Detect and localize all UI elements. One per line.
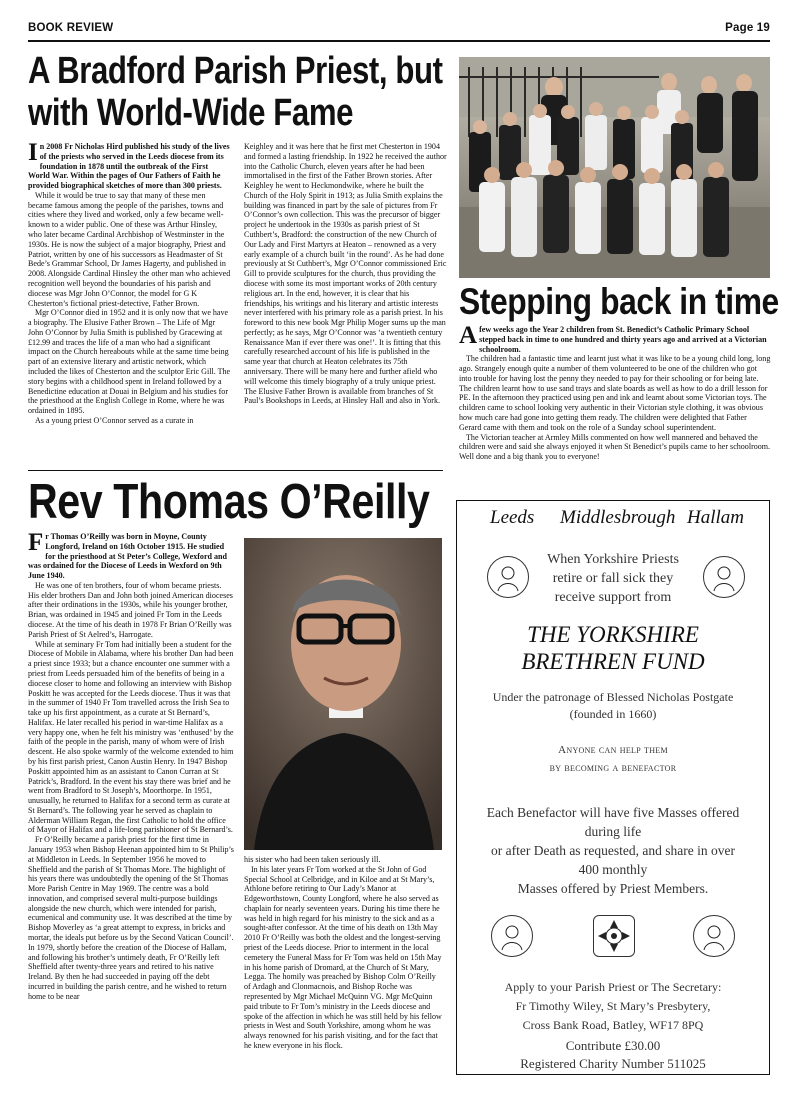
benefit-line: 400 monthly	[578, 862, 648, 877]
article-paragraph: As a young priest O’Connor served as a curate in	[35, 415, 194, 425]
section-rule	[28, 470, 443, 471]
article-headline	[28, 50, 443, 134]
intro-line: When Yorkshire Priests	[547, 552, 679, 567]
article-column-2	[244, 142, 447, 468]
advert-intro	[457, 550, 769, 607]
headline-line-2: with World-Wide Fame	[28, 92, 354, 134]
diocese-leeds: Leeds	[490, 507, 535, 528]
patron-line: Under the patronage of Blessed Nicholas Postgate	[492, 690, 734, 704]
portrait-medallion-icon	[491, 915, 533, 957]
schoolchildren-photo-art	[459, 57, 770, 278]
title-line: BRETHREN FUND	[521, 649, 705, 674]
article-paragraph: He was one of ten brothers, four of whom became priests. His elder brothers Dan and John both joined American dioceses after their ordinations in the 1930s, while his younger brother, Brian, was ordained in 1945 and joined Fr Tom in the Leeds diocese. At the time of his death in 1978 Fr Brian O’Reilly was Parish Priest of St Aelred’s, Harrogate.	[28, 580, 233, 639]
address-line: Apply to your Parish Priest or The Secretary:	[504, 980, 722, 994]
address-line: Fr Timothy Wiley, St Mary’s Presbytery,	[515, 999, 711, 1013]
article-column-2	[244, 855, 444, 1077]
article-paragraph: Fr O’Reilly became a parish priest for the first time in January 1953 when Bishop Heenan appointed him to St Philip’s at Middleton in Leeds. In September 1956 he moved to Sheffield and the parish of St Thomas More. The highlight of his years there was undoubtedly the opening of the St Thomas More Parish Centre in May 1969. The centre was a bold innovation, and comprised several multi-purpose buildings alongside the new church, which were intended for parish, ecumenical and community use. It was described at the time by Bishop Moverley as ‘a great attempt to express, in bricks and mortar, the ideals put before us by the Second Vatican Council’. In 1979, shortly before the creation of the Diocese of Hallam, and following his brother’s untimely death, Fr O’Reilly left Sheffield after twenty-three years and retired to his native Ireland. By then he had succeeded in paying off the debt incurred in building the parish centre, and he wished to return home to be near	[28, 835, 234, 1001]
article-body	[459, 325, 771, 477]
diocese-hallam: Hallam	[687, 507, 744, 528]
title-line: THE YORKSHIRE	[527, 622, 699, 647]
article-paragraph: Keighley and it was here that he first met Chesterton in 1904 and formed a lasting friendship. In 1922 he received the author into the Catholic Church, eleven years after he had been immortalised in the first of the Father Brown stories. After Keighley he went to Heckmondwike, where he built the Church of the Holy Spirit in 1913; as Julia Smith explains the building was financed in part by the sale of pictures from Fr O’Connor’s own collection. This was the precursor of bigger project he undertook in the 1930s as parish priest of St Cuthbert’s, Bradford: the construction of the new Church of Our Lady and First Martyrs at Heaton – renowned as a very early example of a church built ‘in the round’. As he had done previously at St Cuthbert’s, Mgr O’Connor commissioned Eric Gill to provide sculptures for the church, thus providing the diocese with some its most important works of 20th century religious art. In the end, however, it is clear that his friendships, his writings and his literary and artistic interests never interfered with his primary role as a parish priest. In his foreword to this new book Mgr Philip Moger sums up the man perfectly; as he says, Mgr O’Connor was ‘a twentieth century Renaissance Man if ever there was one!’. It is fitting that this carefully researched account of his life is published in the same year that church at Heaton celebrates its 75th anniversary. There will be many here and further afield who will welcome this timely biography of a truly unique priest. The Elusive Father Brown is available from branches of St Paul’s Bookshops in Leeds, at Hinsley Hall and also in York.	[244, 142, 447, 406]
article-lead: n 2008 Fr Nicholas Hird published his study of the lives of the priests who served in the Leeds diocese from its foundation in 1878 until the outbreak of the First World War. Within the pages of Our Fathers of Faith he provided biographical sketches of more than 300 priests.	[28, 142, 230, 191]
benefit-line: Each Benefactor will have five Masses offered	[486, 805, 740, 820]
article-lead: r Thomas O’Reilly was born in Moyne, County Longford, Ireland on 16th October 1915. He studied for the priesthood at St Peter’s College, Wexford and was ordained for the Diocese of Leeds in Wexford on 9th June 1940.	[28, 532, 227, 581]
drop-cap: F	[28, 532, 44, 556]
benefit-line: Masses offered by Priest Members.	[517, 881, 709, 896]
benefit-line: or after Death as requested, and share in over	[490, 843, 735, 858]
portrait-medallion-icon	[693, 915, 735, 957]
article-paragraph: While at seminary Fr Tom had initially been a student for the Diocese of Mobile in Alabama, where his brother Dan had been a priest since 1933; but a chance encounter one summer with a priest from Leeds persuaded him of the benefits of being in a diocese closer to home and following an interview with Bishop Poskitt he was accepted for the Leeds diocese. Thus it was that in the summer of 1940 Fr Tom travelled across the Irish Sea to take up his first appointment, as a curate at St Bernard’s, Halifax. He later recalled his period in war-time Halifax as a very happy one, when he felt his ministry was ‘enthused’ by the faith of the people in the parish, many of whom were of Irish descent. He also spoke warmly of the welcome extended to him by his first parish priest, Canon Austin Henry. In 1947 Bishop Poskitt appointed him as an assistant to Canon Curran at St Patrick’s, Bradford. In the event his stay there was brief and he went from Bradford to St Joseph’s, Moorthorpe. In 1951, unusually, he returned to Halifax for a second term as curate at St Bernard’s. The following year he served as chaplain to Alderman William Regan, the first Catholic to hold the office of Mayor of Halifax and a life-long parishioner of St Bernard’s.	[28, 639, 234, 835]
diocese-middlesbrough: Middlesbrough	[560, 507, 676, 528]
article-paragraph: his sister who had been taken seriously ill.	[244, 855, 381, 864]
article-paragraph: The Victorian teacher at Armley Mills commented on how well mannered and behaved the children were and said she always enjoyed it when St Benedict’s pupils came to her schoolroom. Well done and a big thank you to everyone!	[459, 432, 771, 462]
fund-title	[457, 621, 769, 675]
benefit-text	[457, 803, 769, 898]
schoolchildren-photo	[459, 57, 770, 278]
drop-cap: I	[28, 142, 38, 166]
section-label: BOOK REVIEW	[28, 22, 114, 34]
contribution-info	[457, 1037, 769, 1073]
intro-line: retire or fall sick they	[552, 571, 674, 586]
yorkshire-rose-icon	[593, 915, 635, 957]
article-paragraph: Mgr O’Connor died in 1952 and it is only now that we have a biography. The Elusive Father Brown – The Life of Mgr John O’Connor by Julia Smith is published by Gracewing at £12.99 and traces the life of a man who had a significant impact on the Church hereabouts while at the same time being part of an extensive literary and artistic network, which included the likes of Chesterton and the sculptor Eric Gill. The story begins with a childhood spent in Ireland followed by a Benedictine education at Douai in Belgium and his studies for the priesthood at the English College in Rome, where he was ordained in 1895.	[28, 308, 231, 416]
page-number: Page 19	[725, 22, 770, 34]
article-paragraph: The children had a fantastic time and learnt just what it was like to be a young child long, long ago. Strangely enough quite a number of them volunteered to be one of the children who got into trouble for having lost the penny they needed to pay for their schooling or for being late. The children learnt how to use sand trays and slate boards as well as how to do a drill lesson for PE. In the afternoon they practiced using pen and ink and learnt about some Victorian toys. The children came to school looking very authentic in their Victorian style clothing, it was obvious how much care had gone into getting them ready. The children were delighted that Father Gerard came with them and took on the role of a Sunday school superintendent.	[459, 354, 771, 432]
benefit-line: during life	[584, 824, 642, 839]
article-lead: few weeks ago the Year 2 children from St. Benedict’s Catholic Primary School stepped back in time to one hundred and thirty years ago and arrived at a Victorian schoolroom.	[479, 325, 767, 354]
call-to-action	[457, 741, 769, 777]
header-rule	[28, 40, 770, 42]
patronage-text	[457, 689, 769, 723]
article-headline: Rev Thomas O’Reilly	[28, 475, 430, 529]
cta-line: Anyone can help them	[558, 744, 668, 756]
patron-line: (founded in 1660)	[569, 707, 657, 721]
brethren-fund-advert	[456, 500, 770, 1075]
article-paragraph: While it would be true to say that many of these men became famous among the people of the parishes, towns and cities where they lived and worked, only a few became well-known to a wider public. One of these was Arthur Hinsley, who later became Cardinal Archbishop of Westminster in the 1930s. He is now the subject of a major biography, Priest and Patriot, written by one of his successors as Headmaster of St Bede’s Grammar School, Dr James Hagerty, and published in 2008. Alongside Cardinal Hinsley the other man who achieved recognition well beyond the boundaries of his parish and diocese was Mgr John O’Connor, the model for G K Chesterton’s fictional priest-detective, Father Brown.	[28, 190, 231, 308]
article-column-1	[28, 142, 231, 468]
address-line: Cross Bank Road, Batley, WF17 8PQ	[522, 1018, 704, 1032]
secretary-address	[457, 978, 769, 1035]
intro-line: receive support from	[554, 590, 672, 605]
article-column-1	[28, 532, 234, 1077]
drop-cap: A	[459, 325, 478, 349]
contribute-amount: Contribute £30.00	[565, 1038, 661, 1053]
article-headline: Stepping back in time	[459, 281, 779, 322]
headline-line-1: A Bradford Parish Priest, but	[28, 50, 443, 92]
priest-portrait-photo	[244, 538, 442, 850]
priest-portrait-art	[244, 538, 442, 850]
article-paragraph: In his later years Fr Tom worked at the St John of God Special School at Celbridge, and in Kiloe and at St Mary’s, Athlone before retiring to Our Lady’s Manor at Edgeworthstown, County Longford, where he also served as chaplain for nearly seventeen years. During his time there he was held in high regard for his ministry to the sick and as a sought-after confessor. At the time of his death on 13th May 2010 Fr O’Reilly was both the oldest and the longest-serving priest of the Leeds diocese. Prior to interment in the local cemetery the Funeral Mass for Fr Tom was held on 15th May in his home parish of Dromard, at the Church of St Mary, Legga. The homily was preached by Bishop Colm O’Reilly of Ardagh and Clonmacnois, and Bishop Roche was represented by Mgr Michael McQuinn VG. Mgr McQuinn paid tribute to Fr Tom’s ministry in the Leeds diocese and spoke of the affection in which he was still held by his fellow priests in West and South Yorkshire, among whom he was always renowned for his parish visiting, and for the fact that he knew everyone in his flock.	[244, 864, 442, 1050]
charity-number: Registered Charity Number 511025	[520, 1056, 706, 1071]
cta-line: by becoming a benefactor	[549, 762, 677, 774]
